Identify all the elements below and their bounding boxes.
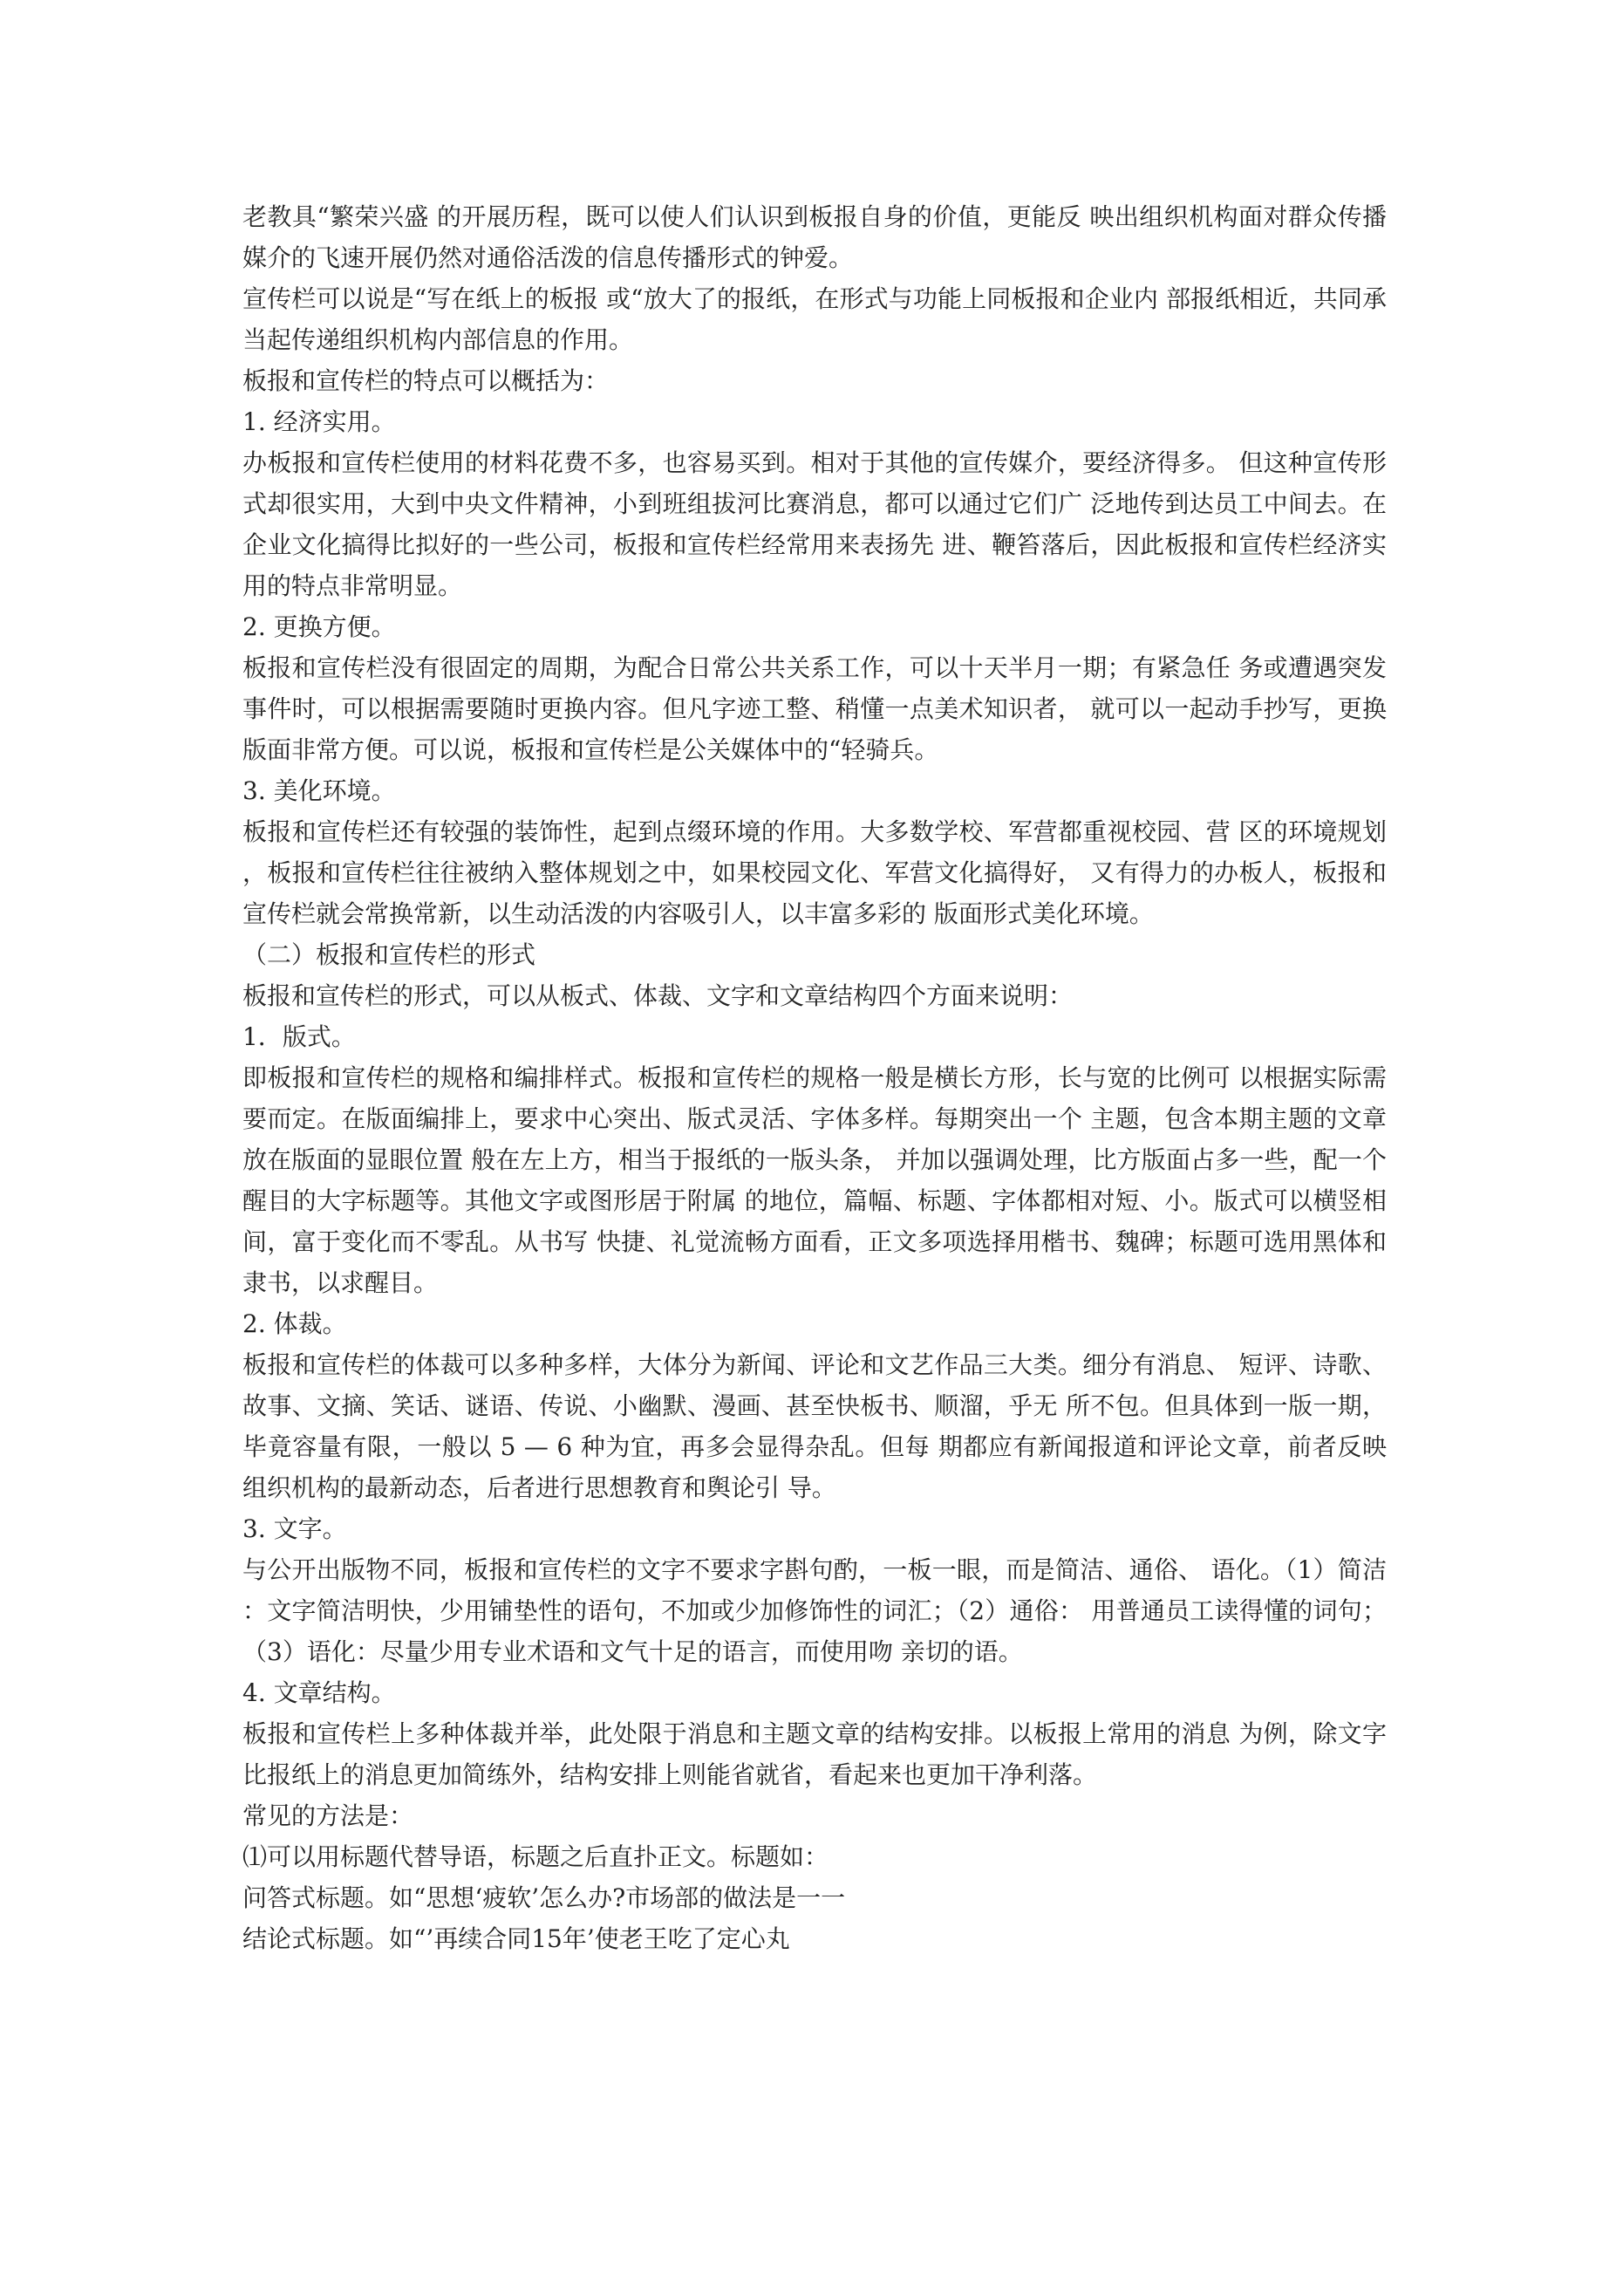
list-heading-text: 3. 文字。: [242, 1514, 347, 1543]
list-heading-genre: 2. 体裁。: [242, 1309, 347, 1338]
list-heading-convenient: 2. 更换方便。: [242, 612, 396, 641]
list-heading-layout: 1．版式。: [242, 1022, 356, 1051]
paragraph-method-1: ⑴可以用标题代替导语，标题之后直扑正文。标题如：: [242, 1842, 829, 1871]
paragraph-layout: 即板报和宣传栏的规格和编排样式。板报和宣传栏的规格一般是横长方形，长与宽的比例可 以根据实际需要而定。在版面编排上，要求中心突出、版式灵活、字体多样。每期突出一个 主题，包含本期主题的文章放在版面的显眼位置 般在左上方，相当于报纸的一版头条， 并加以强调处理，比方版面占多一些，配一个醒目的大字标题等。其他文字或图形居于附属 的地位，篇幅、标题、字体都相对短、小。版式可以横竖相间，富于变化而不零乱。从书写 快捷、礼觉流畅方面看，正文多项选择用楷书、魏碑；标题可选用黑体和隶书，以求醒目。: [242, 1063, 1387, 1297]
paragraph-3: 板报和宣传栏的特点可以概括为：: [242, 366, 610, 395]
paragraph-conclusion-title: 结论式标题。如“’再续合同15年’使老王吃了定心丸: [242, 1924, 790, 1953]
paragraph-1: 老教具“繁荣兴盛 的开展历程，既可以使人们认识到板报自身的价值，更能反 映出组织机构面对群众传播媒介的飞速开展仍然对通俗活泼的信息传播形式的钟爱。: [242, 202, 1387, 272]
paragraph-genre: 板报和宣传栏的体裁可以多种多样，大体分为新闻、评论和文艺作品三大类。细分有消息、 短评、诗歌、故事、文摘、笑话、谜语、传说、小幽默、漫画、甚至快板书、顺溜，乎无 所不包。但具体到一版一期，毕竟容量有限，一般以 5 — 6 种为宜，再多会显得杂乱。但每 期都应有新闻报道和评论文章，前者反映组织机构的最新动态，后者进行思想教育和舆论引 导。: [242, 1350, 1387, 1502]
paragraph-convenient: 板报和宣传栏没有很固定的周期，为配合日常公共关系工作，可以十天半月一期；有紧急任 务或遭遇突发事件时，可以根据需要随时更换内容。但凡字迹工整、稍懂一点美术知识者， 就可以一起动手抄写，更换版面非常方便。可以说，板报和宣传栏是公关媒体中的“轻骑兵。: [242, 653, 1387, 764]
document-body: [242, 196, 1387, 1959]
paragraph-text: 与公开出版物不同，板报和宣传栏的文字不要求字斟句酌，一板一眼，而是简洁、通俗、 语化。（1）简洁：文字简洁明快，少用铺垫性的语句，不加或少加修饰性的词汇；（2）通俗： 用普通员工读得懂的词句；（3）语化：尽量少用专业术语和文气十足的语言，而使用吻 亲切的语。: [242, 1555, 1387, 1666]
paragraph-structure: 板报和宣传栏上多种体裁并举，此处限于消息和主题文章的结构安排。以板报上常用的消息 为例，除文字比报纸上的消息更加简练外，结构安排上则能省就省，看起来也更加干净利落。: [242, 1719, 1387, 1789]
paragraph-beautify: 板报和宣传栏还有较强的装饰性，起到点缀环境的作用。大多数学校、军营都重视校园、营 区的环境规划，板报和宣传栏往往被纳入整体规划之中，如果校园文化、军营文化搞得好， 又有得力的办板人，板报和宣传栏就会常换常新，以生动活泼的内容吸引人，以丰富多彩的 版面形式美化环境。: [242, 817, 1387, 928]
list-heading-structure: 4. 文章结构。: [242, 1678, 396, 1707]
paragraph-economical: 办板报和宣传栏使用的材料花费不多，也容易买到。相对于其他的宣传媒介，要经济得多。 但这种宣传形式却很实用，大到中央文件精神，小到班组拔河比赛消息，都可以通过它们广 泛地传到达员工中间去。在企业文化搞得比拟好的一些公司，板报和宣传栏经常用来表扬先 进、鞭笞落后，因此板报和宣传栏经济实用的特点非常明显。: [242, 448, 1387, 600]
paragraph-qa-title: 问答式标题。如“思想‘疲软’怎么办?市场部的做法是一一: [242, 1883, 846, 1912]
paragraph-common-methods: 常见的方法是：: [242, 1801, 414, 1830]
paragraph-2: 宣传栏可以说是“写在纸上的板报 或“放大了的报纸，在形式与功能上同板报和企业内 部报纸相近，共同承当起传递组织机构内部信息的作用。: [242, 284, 1387, 354]
list-heading-economical: 1. 经济实用。: [242, 407, 396, 436]
paragraph-forms-intro: 板报和宣传栏的形式，可以从板式、体裁、文字和文章结构四个方面来说明：: [242, 981, 1074, 1010]
list-heading-beautify: 3. 美化环境。: [242, 776, 396, 805]
section-heading-forms: （二）板报和宣传栏的形式: [242, 940, 536, 969]
